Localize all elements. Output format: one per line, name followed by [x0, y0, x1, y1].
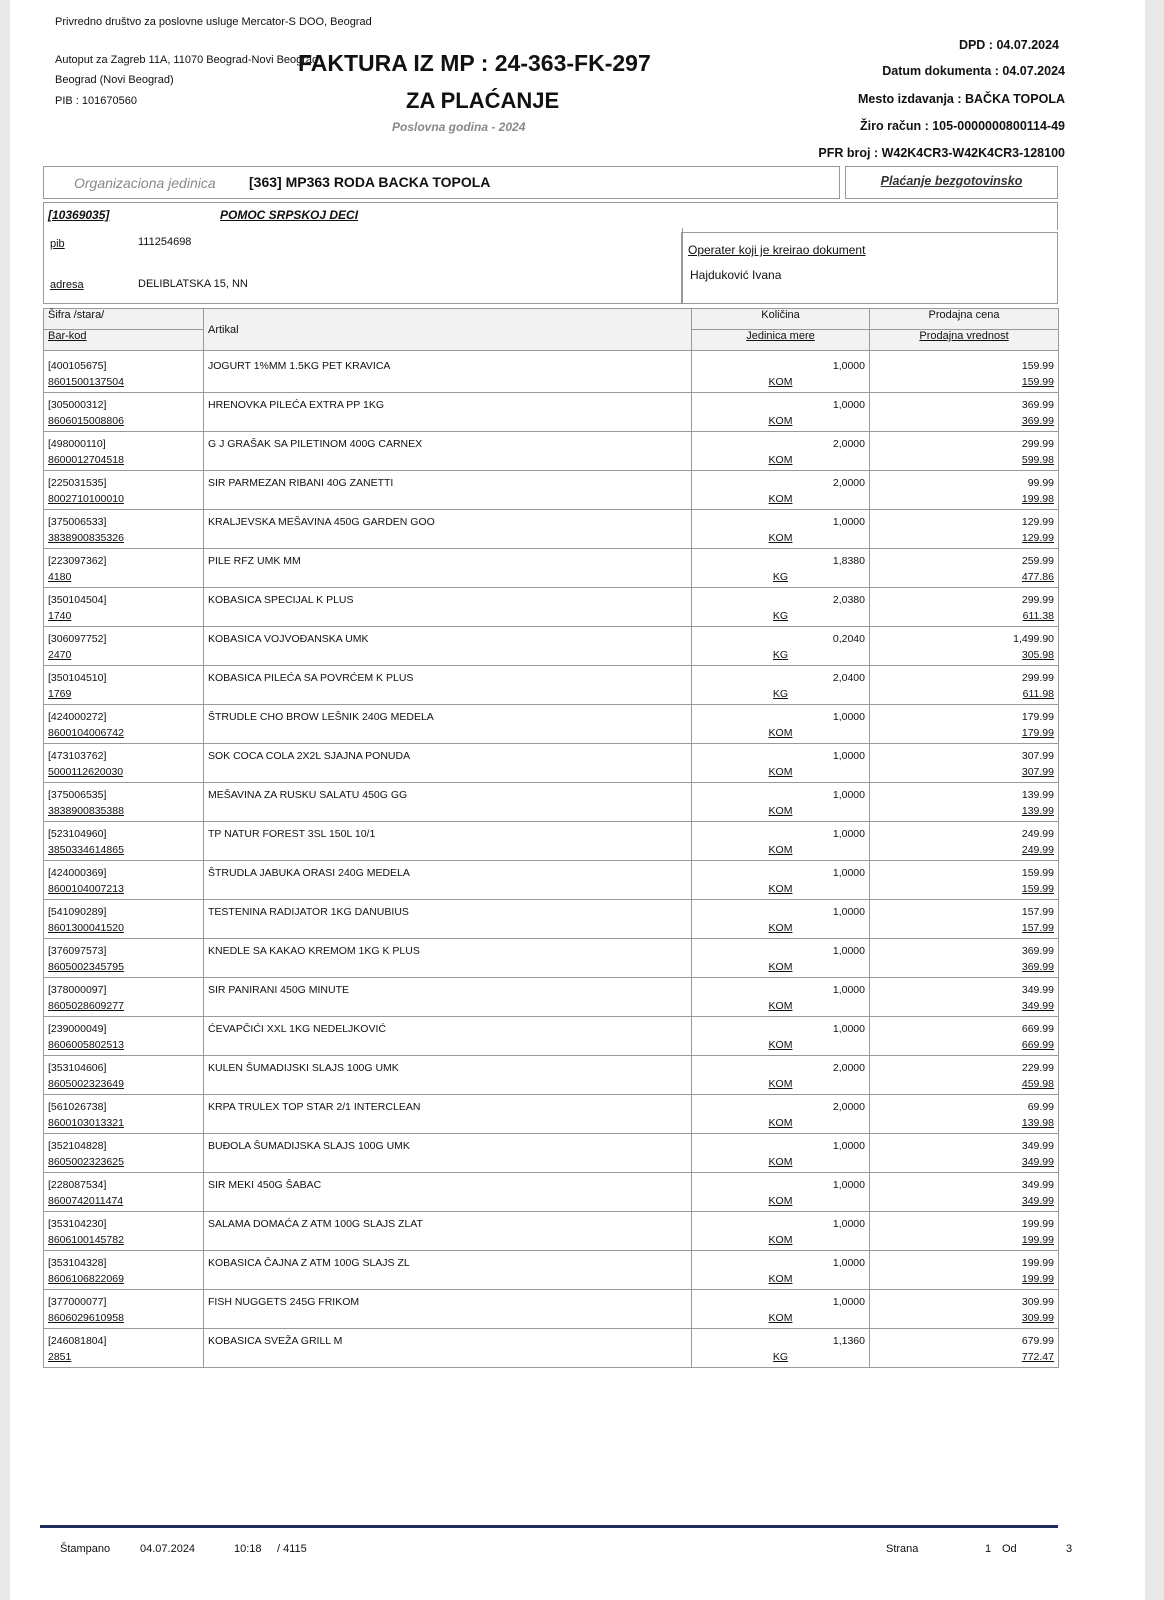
items-table [43, 308, 1059, 1368]
item-unit: KOM [692, 1273, 870, 1290]
col-article-header: Artikal [204, 309, 692, 351]
col-code-header: Šifra /stara/ [44, 309, 204, 330]
item-price: 249.99 [870, 822, 1059, 845]
item-article: SOK COCA COLA 2X2L SJAJNA PONUDA [204, 744, 692, 783]
item-price: 229.99 [870, 1056, 1059, 1079]
item-price: 369.99 [870, 939, 1059, 962]
org-unit-label: Organizaciona jedinica [74, 175, 216, 191]
item-code: [352104828] [44, 1134, 204, 1157]
table-row [44, 822, 1059, 845]
pfr-number: PFR broj : W42K4CR3-W42K4CR3-128100 [818, 146, 1065, 160]
table-row [44, 666, 1059, 689]
item-value: 179.99 [870, 727, 1059, 744]
item-unit: KOM [692, 844, 870, 861]
item-value: 349.99 [870, 1195, 1059, 1212]
item-code: [225031535] [44, 471, 204, 494]
col-qty-header: Količina [692, 309, 870, 330]
customer-address-value: DELIBLATSKA 15, NN [138, 278, 248, 290]
item-quantity: 2,0400 [692, 666, 870, 689]
item-code: [541090289] [44, 900, 204, 923]
item-barcode: 3850334614865 [44, 844, 204, 861]
item-unit: KG [692, 1351, 870, 1368]
table-row [44, 978, 1059, 1001]
item-article: BUĐOLA ŠUMADIJSKA SLAJS 100G UMK [204, 1134, 692, 1173]
item-price: 349.99 [870, 1173, 1059, 1196]
item-article: KOBASICA SPECIJAL K PLUS [204, 588, 692, 627]
item-quantity: 2,0380 [692, 588, 870, 611]
item-value: 199.99 [870, 1234, 1059, 1251]
page-total: 3 [1066, 1543, 1073, 1555]
item-barcode: 8600742011474 [44, 1195, 204, 1212]
item-quantity: 1,0000 [692, 978, 870, 1001]
item-price: 309.99 [870, 1290, 1059, 1313]
item-barcode: 8605028609277 [44, 1000, 204, 1017]
item-article: JOGURT 1%MM 1.5KG PET KRAVICA [204, 354, 692, 393]
item-unit: KOM [692, 805, 870, 822]
item-price: 307.99 [870, 744, 1059, 767]
item-price: 369.99 [870, 393, 1059, 416]
item-price: 259.99 [870, 549, 1059, 572]
item-barcode: 8601500137504 [44, 376, 204, 393]
page-current: 1 [985, 1543, 992, 1555]
table-row [44, 744, 1059, 767]
item-barcode: 8600103013321 [44, 1117, 204, 1134]
item-value: 349.99 [870, 1156, 1059, 1173]
item-unit: KG [692, 649, 870, 666]
item-barcode: 8606015008806 [44, 415, 204, 432]
table-row [44, 510, 1059, 533]
item-unit: KOM [692, 454, 870, 471]
item-unit: KOM [692, 922, 870, 939]
item-value: 611.38 [870, 610, 1059, 627]
item-article: TESTENINA RADIJATOR 1KG DANUBIUS [204, 900, 692, 939]
item-unit: KOM [692, 1000, 870, 1017]
item-article: KRPA TRULEX TOP STAR 2/1 INTERCLEAN [204, 1095, 692, 1134]
customer-pib-label: pib [50, 238, 65, 250]
item-code: [561026738] [44, 1095, 204, 1118]
item-value: 669.99 [870, 1039, 1059, 1056]
item-price: 349.99 [870, 1134, 1059, 1157]
operator-label: Operater koji je kreirao dokument [688, 243, 866, 257]
table-row [44, 588, 1059, 611]
item-value: 199.98 [870, 493, 1059, 510]
item-barcode: 8600104007213 [44, 883, 204, 900]
item-article: SIR PANIRANI 450G MINUTE [204, 978, 692, 1017]
item-code: [350104504] [44, 588, 204, 611]
item-value: 199.99 [870, 1273, 1059, 1290]
item-article: SALAMA DOMAĆA Z ATM 100G SLAJS ZLAT [204, 1212, 692, 1251]
item-unit: KOM [692, 532, 870, 549]
printed-date: 04.07.2024 [140, 1543, 196, 1555]
item-value: 139.99 [870, 805, 1059, 822]
item-code: [375006535] [44, 783, 204, 806]
item-barcode: 8600012704518 [44, 454, 204, 471]
item-quantity: 0,2040 [692, 627, 870, 650]
customer-details [43, 228, 683, 304]
customer-name: POMOC SRPSKOJ DECI [220, 208, 359, 222]
printed-time: 10:18 [234, 1543, 262, 1555]
item-price: 99.99 [870, 471, 1059, 494]
table-row [44, 900, 1059, 923]
item-code: [246081804] [44, 1329, 204, 1352]
company-address: Autoput za Zagreb 11A, 11070 Beograd-Novi Beograd [55, 54, 319, 66]
item-barcode: 8002710100010 [44, 493, 204, 510]
item-value: 772.47 [870, 1351, 1059, 1368]
customer-address-label: adresa [50, 279, 84, 291]
item-barcode: 8606005802513 [44, 1039, 204, 1056]
item-value: 159.99 [870, 883, 1059, 900]
item-price: 1,499.90 [870, 627, 1059, 650]
item-quantity: 1,1360 [692, 1329, 870, 1352]
table-row [44, 471, 1059, 494]
dpd-date: DPD : 04.07.2024 [958, 38, 1059, 52]
item-barcode: 8601300041520 [44, 922, 204, 939]
item-article: FISH NUGGETS 245G FRIKOM [204, 1290, 692, 1329]
table-row [44, 1329, 1059, 1352]
item-code: [306097752] [44, 627, 204, 650]
item-code: [375006533] [44, 510, 204, 533]
col-barcode-header: Bar-kod [44, 330, 204, 351]
item-barcode: 8605002323649 [44, 1078, 204, 1095]
document-date: Datum dokumenta : 04.07.2024 [882, 64, 1065, 78]
item-article: ŠTRUDLA JABUKA ORASI 240G MEDELA [204, 861, 692, 900]
item-unit: KOM [692, 1078, 870, 1095]
item-barcode: 8606106822069 [44, 1273, 204, 1290]
item-value: 159.99 [870, 376, 1059, 393]
item-value: 599.98 [870, 454, 1059, 471]
item-price: 69.99 [870, 1095, 1059, 1118]
item-article: ĆEVAPČIĆI XXL 1KG NEDELJKOVIĆ [204, 1017, 692, 1056]
item-barcode: 2470 [44, 649, 204, 666]
item-price: 299.99 [870, 666, 1059, 689]
item-unit: KG [692, 571, 870, 588]
item-unit: KOM [692, 883, 870, 900]
item-price: 299.99 [870, 432, 1059, 455]
item-quantity: 1,0000 [692, 744, 870, 767]
item-code: [523104960] [44, 822, 204, 845]
table-row [44, 861, 1059, 884]
item-barcode: 5000112620030 [44, 766, 204, 783]
table-row [44, 1290, 1059, 1313]
item-value: 309.99 [870, 1312, 1059, 1329]
table-row [44, 939, 1059, 962]
item-price: 299.99 [870, 588, 1059, 611]
item-code: [223097362] [44, 549, 204, 572]
table-row [44, 627, 1059, 650]
item-price: 679.99 [870, 1329, 1059, 1352]
item-code: [424000272] [44, 705, 204, 728]
customer-header [43, 202, 1058, 230]
item-barcode: 8605002323625 [44, 1156, 204, 1173]
customer-pib-value: 111254698 [138, 236, 192, 248]
company-city: Beograd (Novi Beograd) [55, 74, 174, 86]
item-quantity: 1,0000 [692, 1173, 870, 1196]
item-barcode: 1740 [44, 610, 204, 627]
customer-code: [10369035] [48, 208, 110, 222]
org-unit-value: [363] MP363 RODA BACKA TOPOLA [249, 174, 491, 190]
item-unit: KG [692, 610, 870, 627]
item-price: 139.99 [870, 783, 1059, 806]
item-code: [305000312] [44, 393, 204, 416]
item-value: 349.99 [870, 1000, 1059, 1017]
printed-ref: / 4115 [277, 1543, 307, 1555]
item-article: KULEN ŠUMADIJSKI SLAJS 100G UMK [204, 1056, 692, 1095]
operator-name: Hajduković Ivana [690, 268, 782, 282]
item-barcode: 2851 [44, 1351, 204, 1368]
table-row [44, 1251, 1059, 1274]
company-pib: PIB : 101670560 [55, 95, 137, 107]
item-quantity: 1,0000 [692, 1290, 870, 1313]
item-unit: KOM [692, 961, 870, 978]
items-body [44, 354, 1059, 1368]
table-row [44, 1017, 1059, 1040]
item-article: G J GRAŠAK SA PILETINOM 400G CARNEX [204, 432, 692, 471]
invoice-subtitle: ZA PLAĆANJE [406, 88, 560, 113]
item-value: 307.99 [870, 766, 1059, 783]
bank-account: Žiro račun : 105-0000000800114-49 [860, 119, 1065, 133]
item-quantity: 1,0000 [692, 1251, 870, 1274]
item-unit: KOM [692, 1234, 870, 1251]
item-unit: KOM [692, 766, 870, 783]
table-row [44, 1173, 1059, 1196]
item-quantity: 1,0000 [692, 783, 870, 806]
item-price: 199.99 [870, 1212, 1059, 1235]
item-unit: KOM [692, 1039, 870, 1056]
item-article: KOBASICA PILEĆA SA POVRĆEM K PLUS [204, 666, 692, 705]
item-unit: KOM [692, 376, 870, 393]
item-barcode: 3838900835326 [44, 532, 204, 549]
item-price: 129.99 [870, 510, 1059, 533]
item-article: SIR PARMEZAN RIBANI 40G ZANETTI [204, 471, 692, 510]
col-price-header: Prodajna cena [870, 309, 1059, 330]
item-price: 159.99 [870, 861, 1059, 884]
item-value: 611.98 [870, 688, 1059, 705]
item-code: [498000110] [44, 432, 204, 455]
table-row [44, 783, 1059, 806]
item-value: 477.86 [870, 571, 1059, 588]
invoice-page [10, 0, 1145, 1600]
item-quantity: 1,0000 [692, 900, 870, 923]
footer-divider [40, 1525, 1058, 1528]
item-value: 249.99 [870, 844, 1059, 861]
item-price: 179.99 [870, 705, 1059, 728]
item-value: 139.98 [870, 1117, 1059, 1134]
table-row [44, 1056, 1059, 1079]
table-row [44, 549, 1059, 572]
table-row [44, 705, 1059, 728]
org-unit-box [43, 166, 840, 199]
item-quantity: 1,8380 [692, 549, 870, 572]
of-label: Od [1002, 1543, 1017, 1555]
table-row [44, 354, 1059, 376]
item-article: PILE RFZ UMK MM [204, 549, 692, 588]
item-price: 159.99 [870, 354, 1059, 376]
item-price: 349.99 [870, 978, 1059, 1001]
item-barcode: 8600104006742 [44, 727, 204, 744]
item-unit: KOM [692, 727, 870, 744]
item-article: KOBASICA SVEŽA GRILL M [204, 1329, 692, 1368]
item-unit: KOM [692, 415, 870, 432]
item-quantity: 2,0000 [692, 471, 870, 494]
item-barcode: 8606100145782 [44, 1234, 204, 1251]
item-quantity: 1,0000 [692, 393, 870, 416]
invoice-title: FAKTURA IZ MP : 24-363-FK-297 [298, 50, 651, 76]
item-quantity: 2,0000 [692, 432, 870, 455]
item-price: 669.99 [870, 1017, 1059, 1040]
payment-method: Plaćanje bezgotovinsko [880, 174, 1023, 188]
item-quantity: 1,0000 [692, 1212, 870, 1235]
item-value: 157.99 [870, 922, 1059, 939]
table-row [44, 1095, 1059, 1118]
item-barcode: 4180 [44, 571, 204, 588]
item-barcode: 3838900835388 [44, 805, 204, 822]
item-unit: KOM [692, 1156, 870, 1173]
item-barcode: 8606029610958 [44, 1312, 204, 1329]
item-value: 305.98 [870, 649, 1059, 666]
item-quantity: 1,0000 [692, 1134, 870, 1157]
table-row [44, 1212, 1059, 1235]
item-barcode: 8605002345795 [44, 961, 204, 978]
item-article: HRENOVKA PILEĆA EXTRA PP 1KG [204, 393, 692, 432]
col-value-header: Prodajna vrednost [870, 330, 1059, 351]
item-price: 199.99 [870, 1251, 1059, 1274]
item-quantity: 1,0000 [692, 1017, 870, 1040]
item-quantity: 1,0000 [692, 939, 870, 962]
item-code: [228087534] [44, 1173, 204, 1196]
place-of-issue: Mesto izdavanja : BAČKA TOPOLA [858, 92, 1065, 106]
item-unit: KG [692, 688, 870, 705]
item-code: [473103762] [44, 744, 204, 767]
fiscal-year: Poslovna godina - 2024 [392, 120, 526, 134]
table-row [44, 1134, 1059, 1157]
item-article: KNEDLE SA KAKAO KREMOM 1KG K PLUS [204, 939, 692, 978]
item-article: KRALJEVSKA MEŠAVINA 450G GARDEN GOO [204, 510, 692, 549]
item-unit: KOM [692, 1117, 870, 1134]
table-row [44, 432, 1059, 455]
item-unit: KOM [692, 493, 870, 510]
item-code: [400105675] [44, 354, 204, 376]
item-article: KOBASICA ČAJNA Z ATM 100G SLAJS ZL [204, 1251, 692, 1290]
item-quantity: 1,0000 [692, 822, 870, 845]
item-article: KOBASICA VOJVOĐANSKA UMK [204, 627, 692, 666]
item-article: SIR MEKI 450G ŠABAC [204, 1173, 692, 1212]
item-code: [239000049] [44, 1017, 204, 1040]
item-article: MEŠAVINA ZA RUSKU SALATU 450G GG [204, 783, 692, 822]
item-article: ŠTRUDLE CHO BROW LEŠNIK 240G MEDELA [204, 705, 692, 744]
item-value: 369.99 [870, 961, 1059, 978]
payment-box [845, 166, 1058, 199]
item-quantity: 2,0000 [692, 1056, 870, 1079]
item-code: [376097573] [44, 939, 204, 962]
item-quantity: 1,0000 [692, 354, 870, 376]
operator-box [681, 232, 1058, 304]
item-price: 157.99 [870, 900, 1059, 923]
item-code: [378000097] [44, 978, 204, 1001]
item-code: [353104230] [44, 1212, 204, 1235]
col-unit-header: Jedinica mere [692, 330, 870, 351]
item-code: [350104510] [44, 666, 204, 689]
item-unit: KOM [692, 1312, 870, 1329]
item-code: [424000369] [44, 861, 204, 884]
item-unit: KOM [692, 1195, 870, 1212]
item-barcode: 1769 [44, 688, 204, 705]
printed-label: Štampano [60, 1543, 111, 1555]
item-code: [377000077] [44, 1290, 204, 1313]
table-row [44, 393, 1059, 416]
item-value: 129.99 [870, 532, 1059, 549]
item-article: TP NATUR FOREST 3SL 150L 10/1 [204, 822, 692, 861]
item-code: [353104606] [44, 1056, 204, 1079]
page-label: Strana [886, 1543, 919, 1555]
company-name: Privredno društvo za poslovne usluge Mercator-S DOO, Beograd [55, 16, 372, 28]
item-quantity: 1,0000 [692, 861, 870, 884]
item-value: 369.99 [870, 415, 1059, 432]
item-code: [353104328] [44, 1251, 204, 1274]
item-quantity: 1,0000 [692, 510, 870, 533]
item-value: 459.98 [870, 1078, 1059, 1095]
item-quantity: 1,0000 [692, 705, 870, 728]
item-quantity: 2,0000 [692, 1095, 870, 1118]
